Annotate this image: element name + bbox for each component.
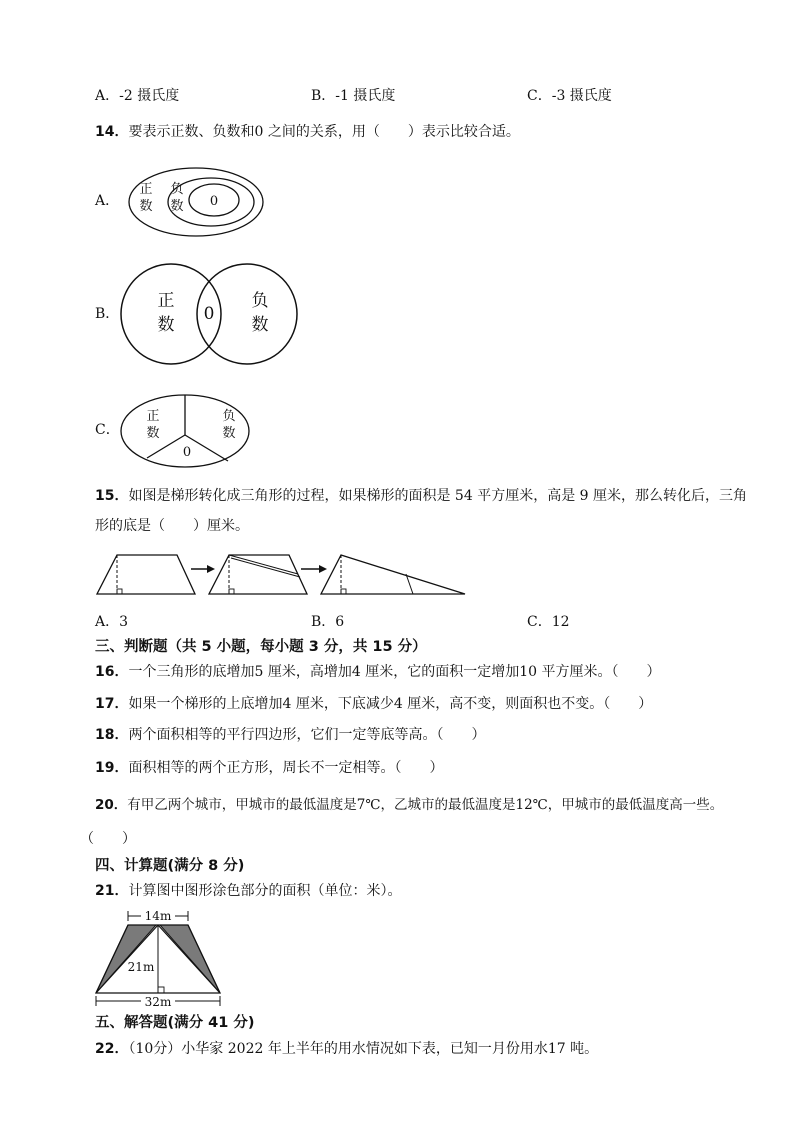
question-text: 计算图中图形涂色部分的面积（单位：米）。 [128,883,402,899]
question-number: 18． [95,727,129,743]
center-label: 0 [203,304,215,324]
left-label-bottom: 数 [146,426,160,441]
option-label: C． [527,614,552,630]
question-text: （10分）小华家 2022 年上半年的用水情况如下表，已知一月份用水17 吨。 [128,1041,599,1057]
arrow-right-icon [207,565,215,573]
q14-question [95,122,520,142]
question-number: 20． [95,797,128,813]
q15-question-line1 [95,486,747,506]
q21-diagram [94,905,222,1011]
q14-diagram-c [120,393,252,469]
q15-diagram [95,550,470,600]
option-text: 6 [335,614,345,630]
option-text: -3 摄氏度 [551,88,612,104]
option-label: A． [95,88,120,104]
option-text: -2 摄氏度 [119,88,180,104]
right-label-bottom: 数 [251,315,269,335]
inner-label: 0 [209,194,219,209]
triangle-shape [321,555,465,594]
trapezoid-shape [97,555,195,594]
section-5-title: 五、解答题(满分 41 分) [95,1015,255,1031]
middle-label-top: 负 [170,182,184,197]
right-label-bottom: 数 [222,426,236,441]
option-label: B． [311,88,336,104]
q13-option-b[interactable] [311,86,395,106]
section-4-title: 四、计算题(满分 8 分) [95,858,245,874]
right-label-top: 负 [222,409,236,424]
option-text: 3 [119,614,129,630]
option-text: 12 [551,614,570,630]
bottom-label: 0 [182,445,192,460]
question-number: 17． [95,696,129,712]
q19-question [95,758,443,778]
q18-question [95,725,485,745]
q15-question-line2: 形的底是（ ）厘米。 [95,518,249,534]
q14-option-b-label[interactable]: B． [95,306,120,322]
outer-label-bottom: 数 [139,199,153,214]
middle-label-bottom: 数 [170,199,184,214]
left-label-top: 正 [146,409,160,424]
question-number: 21． [95,883,129,899]
question-text: 要表示正数、负数和0 之间的关系，用（ ）表示比较合适。 [128,124,520,140]
bottom-base-label: 32m [144,995,172,1009]
left-label-bottom: 数 [157,315,175,335]
question-text: 面积相等的两个正方形，周长不一定相等。（ ） [128,760,444,776]
question-number: 22． [95,1041,129,1057]
q21-question [95,881,401,901]
q13-option-a[interactable] [95,86,179,106]
question-number: 16． [95,664,129,680]
q14-option-c-label[interactable]: C． [95,422,120,438]
q20-answer-blank[interactable]: （ ） [80,831,136,847]
height-label: 21m [127,960,155,974]
option-label: A． [95,614,120,630]
top-base-label: 14m [144,909,172,923]
q22-question [95,1039,598,1059]
question-text: 两个面积相等的平行四边形，它们一定等底等高。（ ） [128,727,486,743]
question-number: 19． [95,760,129,776]
q15-option-b[interactable] [311,612,344,632]
q14-option-a-label[interactable]: A． [95,193,120,209]
option-label: B． [311,614,336,630]
left-label-top: 正 [157,291,175,311]
question-number: 15． [95,488,129,504]
q20-question [95,795,723,815]
q16-question [95,662,660,682]
right-label-top: 负 [251,291,269,311]
q15-option-a[interactable] [95,612,128,632]
q14-diagram-a [126,165,266,245]
option-label: C． [527,88,552,104]
q17-question [95,694,652,714]
q13-option-c[interactable] [527,86,612,106]
question-number: 14． [95,124,129,140]
option-text: -1 摄氏度 [335,88,396,104]
arrow-right-icon [319,565,327,573]
question-text: 有甲乙两个城市，甲城市的最低温度是7℃，乙城市的最低温度是12℃，甲城市的最低温度高一些。 [127,797,724,813]
outer-label-top: 正 [139,182,153,197]
question-text: 一个三角形的底增加5 厘米，高增加4 厘米，它的面积一定增加10 平方厘米。（ ） [128,664,661,680]
question-text: 如图是梯形转化成三角形的过程，如果梯形的面积是 54 平方厘米，高是 9 厘米，那么转化后，三角 [128,488,748,504]
q14-diagram-b [120,258,300,370]
q15-option-c[interactable] [527,612,570,632]
section-3-title: 三、判断题（共 5 小题，每小题 3 分，共 15 分） [95,639,427,655]
question-text: 如果一个梯形的上底增加4 厘米，下底减少4 厘米，高不变，则面积也不变。（ ） [128,696,653,712]
